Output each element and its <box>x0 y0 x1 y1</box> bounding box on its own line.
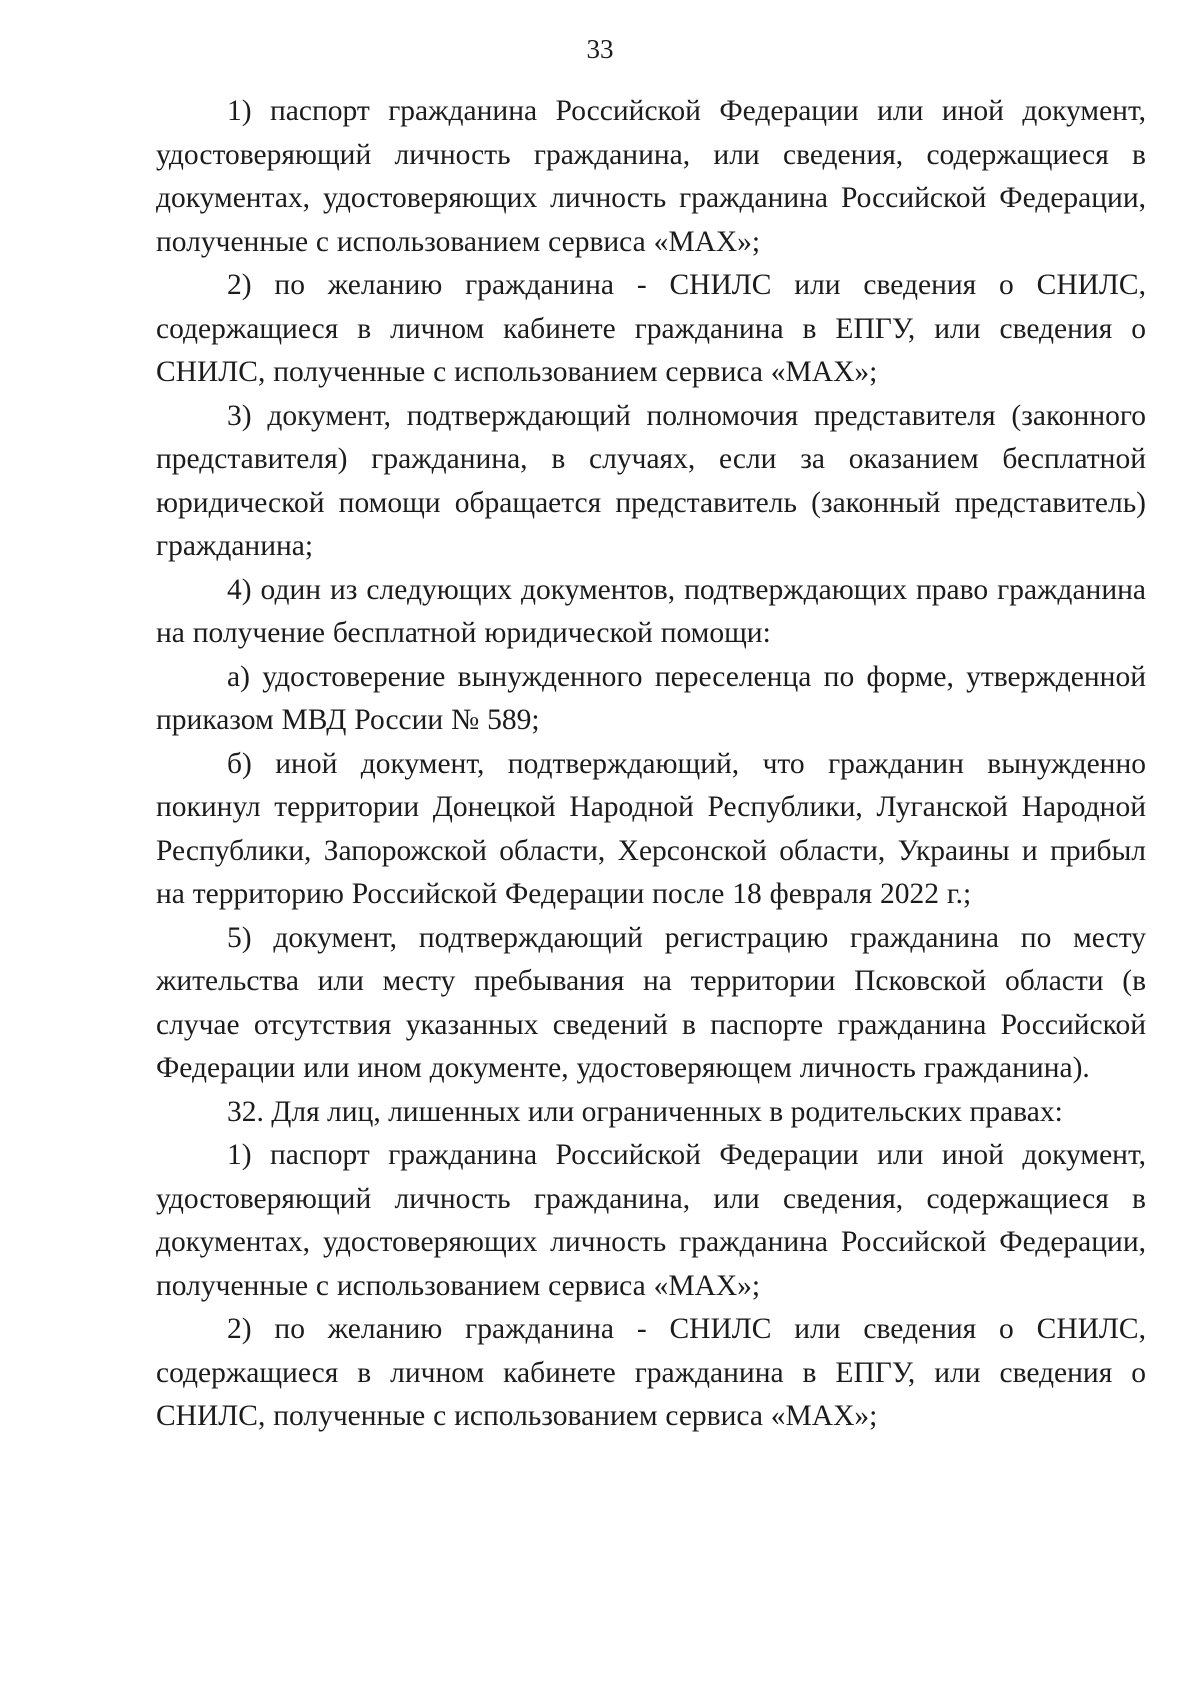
paragraph-5-registration: 5) документ, подтверждающий регистрацию гражданина по месту жительства или месту пребывания на территории Псковской области (в случае отсутствия указанных сведений в паспорте гражданина Российской Федерации или ином документе, удостоверяющем личность гражданина). <box>156 921 1146 1084</box>
paragraph-4b-other-document: б) иной документ, подтверждающий, что гражданин вынужденно покинул территории Донецкой Народной Республики, Луганской Народной Республики, Запорожской области, Херсонской области, Украины и прибыл на территорию Российской Федерации после 18 февраля 2022 г.; <box>156 747 1146 910</box>
section-32-paragraph-2-snils: 2) по желанию гражданина - СНИЛС или сведения о СНИЛС, содержащиеся в личном кабинете гражданина в ЕПГУ, или сведения о СНИЛС, полученные с использованием сервиса «МАХ»; <box>156 1313 1146 1432</box>
document-body <box>156 90 1146 1439</box>
paragraph-4a-certificate: а) удостоверение вынужденного переселенца по форме, утвержденной приказом МВД России № 589; <box>156 660 1146 736</box>
section-32-heading: 32. Для лиц, лишенных или ограниченных в родительских правах: <box>227 1095 1063 1128</box>
page-number: 33 <box>586 34 614 64</box>
section-32-paragraph-1-passport: 1) паспорт гражданина Российской Федерации или иной документ, удостоверяющий личность гражданина, или сведения, содержащиеся в документах, удостоверяющих личность гражданина Российской Федерации, полученные с использованием сервиса «МАХ»; <box>156 1139 1146 1302</box>
paragraph-3-representative: 3) документ, подтверждающий полномочия представителя (законного представителя) гражданина, в случаях, если за оказанием бесплатной юридической помощи обращается представитель (законный представитель) гражданина; <box>156 399 1146 562</box>
paragraph-2-snils: 2) по желанию гражданина - СНИЛС или сведения о СНИЛС, содержащиеся в личном кабинете гражданина в ЕПГУ, или сведения о СНИЛС, полученные с использованием сервиса «МАХ»; <box>156 269 1146 388</box>
paragraph-4-right-documents: 4) один из следующих документов, подтверждающих право гражданина на получение бесплатной юридической помощи: <box>156 573 1146 649</box>
paragraph-1-passport: 1) паспорт гражданина Российской Федерации или иной документ, удостоверяющий личность гражданина, или сведения, содержащиеся в документах, удостоверяющих личность гражданина Российской Федерации, полученные с использованием сервиса «МАХ»; <box>156 95 1146 258</box>
